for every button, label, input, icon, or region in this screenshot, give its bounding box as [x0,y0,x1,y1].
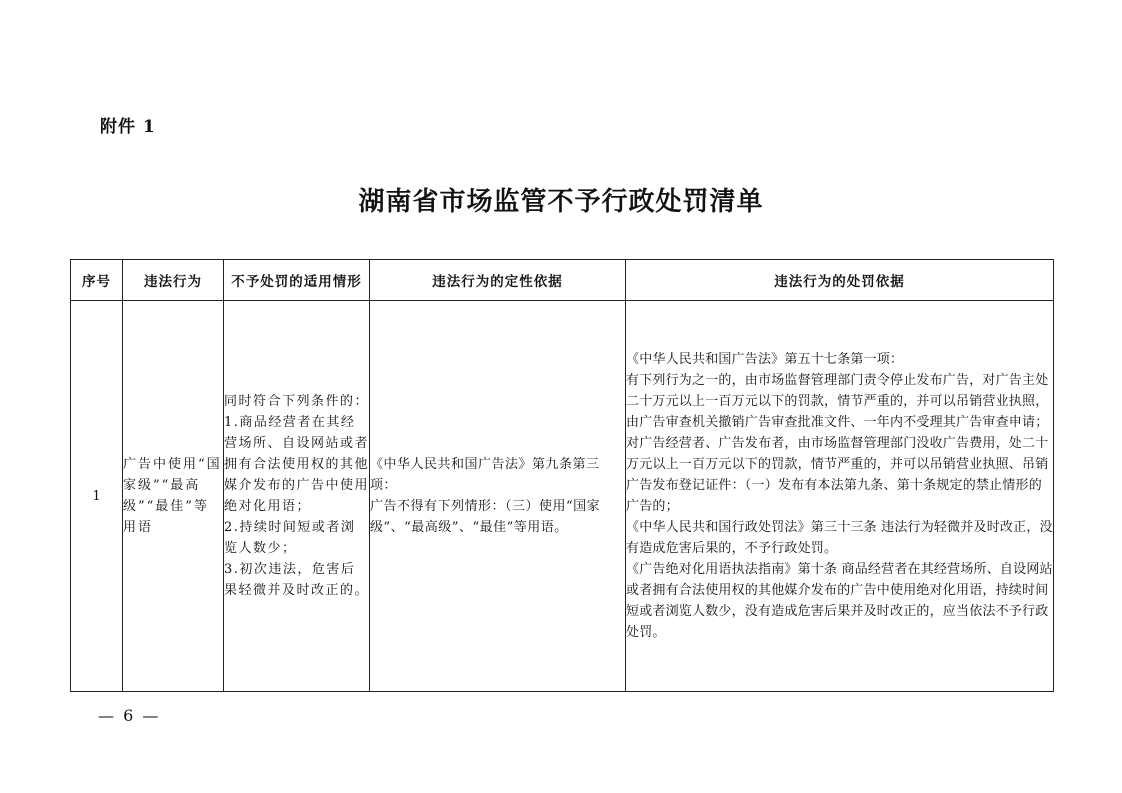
basis-text-advertising-law: 有下列行为之一的，由市场监督管理部门责令停止发布广告，对广告主处二十万元以上一百万元以下的罚款，情节严重的，并可以吊销营业执照，由广告审查机关撤销广告审查批准文件、一年内不受理其广告审查申请；对广告经营者、广告发布者，由市场监督管理部门没收广告费用，处二十万元以上一百万元以下的罚款，情节严重的，并可以吊销营业执照、吊销广告发布登记证件：（一）发布有本法第九条、第十条规定的禁止情形的广告的； [626,373,1049,514]
cell-seq: 1 [71,301,123,692]
header-nature: 违法行为的定性依据 [370,260,626,301]
basis-administrative-penalty-law: 《中华人民共和国行政处罚法》第三十三条 违法行为轻微并及时改正，没有造成危害后果的，不予行政处罚。 [626,520,1053,556]
header-basis: 违法行为的处罚依据 [626,260,1054,301]
document-title: 湖南省市场监管不予行政处罚清单 [358,187,764,217]
basis-enforcement-guide: 《广告绝对化用语执法指南》第十条 商品经营者在其经营场所、自设网站或者拥有合法使用权的其他媒介发布的广告中使用绝对化用语，持续时间短或者浏览人数少，没有造成危害后果并及时改正的，应当依法不予行政处罚。 [626,562,1053,640]
header-seq: 序号 [71,260,123,301]
cell-exempt-conditions [224,301,370,692]
exempt-condition-1: 1.商品经营者在其经营场所、自设网站或者拥有合法使用权的其他媒介发布的广告中使用绝对化用语； [224,415,370,514]
basis-citation-advertising-law: 《中华人民共和国广告法》第五十七条第一项： [626,352,904,367]
header-act: 违法行为 [123,260,224,301]
nature-citation: 《中华人民共和国广告法》第九条第三项： [370,457,600,493]
cell-act: 广告中使用“国家级”“最高级”“最佳”等用语 [123,301,224,692]
header-exempt: 不予处罚的适用情形 [224,260,370,301]
table-header-row [71,260,1054,301]
cell-penalty-basis [626,301,1054,692]
cell-nature-basis [370,301,626,692]
exempt-condition-2: 2.持续时间短或者浏览人数少； [224,520,356,556]
attachment-label: 附件 1 [100,117,156,137]
table-row [71,301,1054,692]
exempt-condition-3: 3.初次违法，危害后果轻微并及时改正的。 [224,562,370,598]
penalty-exemption-table [70,259,1054,692]
nature-text: 广告不得有下列情形：（三）使用“国家级”、“最高级”、“最佳”等用语。 [370,499,601,535]
page-number: — 6 — [98,706,161,725]
exempt-intro: 同时符合下列条件的： [224,394,370,409]
